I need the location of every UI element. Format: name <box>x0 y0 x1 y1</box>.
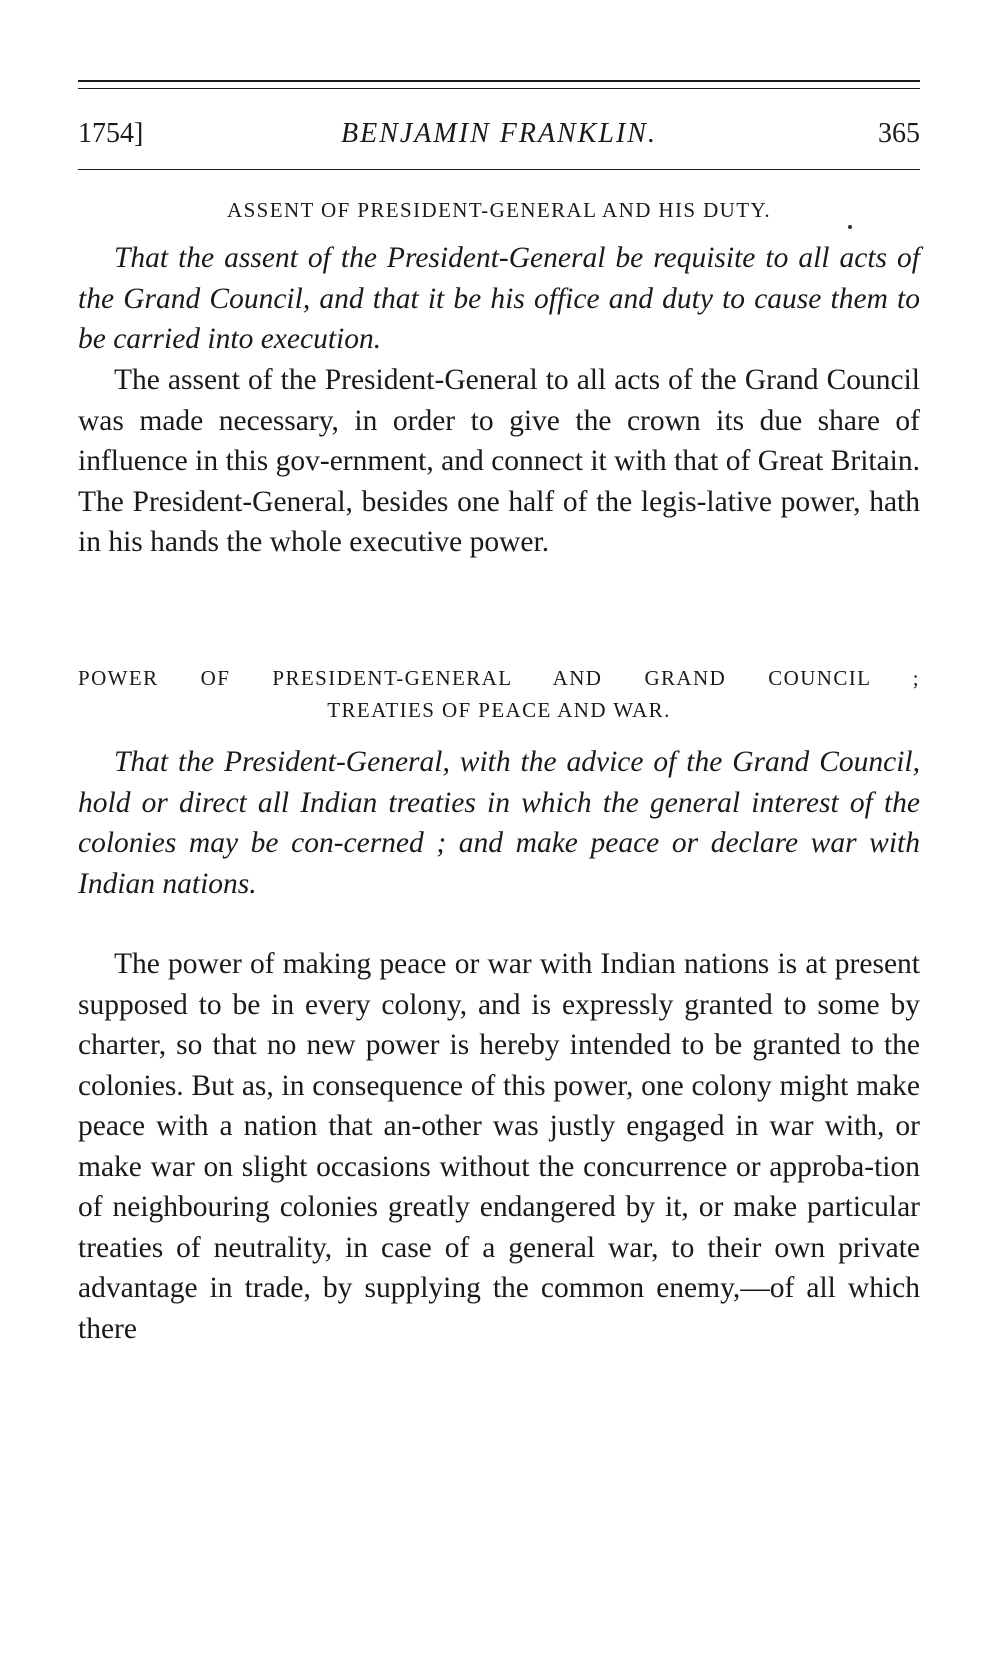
running-head-title: BENJAMIN FRANKLIN. <box>341 118 657 149</box>
section-heading-power-line2: TREATIES OF PEACE AND WAR. <box>327 698 671 722</box>
page-number: 365 <box>878 118 920 149</box>
commentary-power: The power of making peace or war with Indian nations is at present supposed to be in every colony, and is expressly granted to some by charter, so that no new power is hereby intended to be granted to the colonies. But as, in consequence of this power, one colony might make peace with a nation that an-other was justly engaged in war with, or make war on slight occasions without the concurrence or approba-tion of neighbouring colonies greatly endangered by it, or make particular treaties of neutrality, in case of a general war, to their own private advantage in trade, by supplying the common enemy,—of all which there <box>78 948 920 1345</box>
header-rule <box>78 169 920 170</box>
header-double-rule <box>78 80 920 89</box>
section-heading-power-line1: POWER OF PRESIDENT-GENERAL AND GRAND COUNCIL ; <box>78 666 920 690</box>
clause-assent: That the assent of the President-General be requisite to all acts of the Grand Council, and that it be his office and duty to cause them to be carried into execution. <box>78 242 920 355</box>
print-speck <box>848 225 852 229</box>
clause-power: That the President-General, with the advice of the Grand Council, hold or direct all Indian treaties in which the general interest of the colonies may be con-cerned ; and make peace or declare war with Indian nations. <box>78 746 920 900</box>
commentary-assent: The assent of the President-General to all acts of the Grand Council was made necessary, in order to give the crown its due share of influence in this gov-ernment, and connect it with that of Great Britain. The President-General, besides one half of the legis-lative power, hath in his hands the whole executive power. <box>78 364 920 558</box>
running-head-year: 1754] <box>78 118 144 149</box>
running-head <box>78 118 920 158</box>
section-heading-assent: ASSENT OF PRESIDENT-GENERAL AND HIS DUTY. <box>227 198 771 222</box>
